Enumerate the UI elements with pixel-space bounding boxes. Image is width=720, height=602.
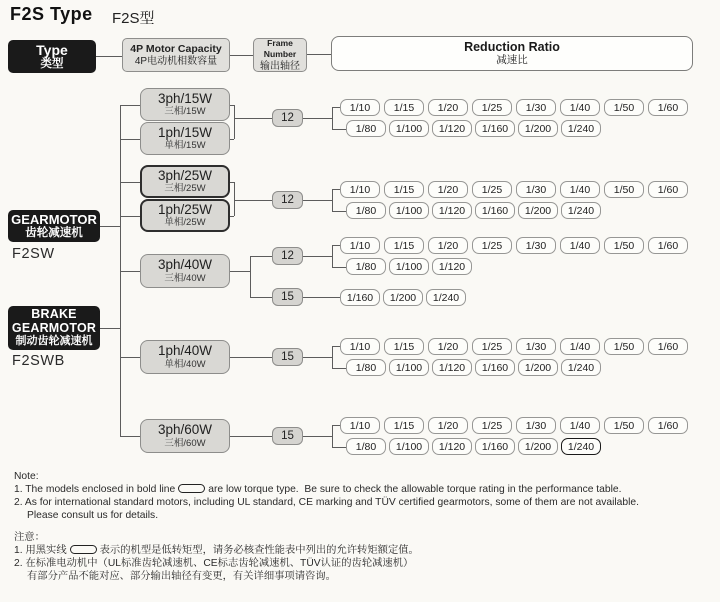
frame-number-box: 12 [272,109,303,127]
ratio-box: 1/100 [389,120,429,137]
motor-sublabel: 单相/25W [164,217,206,228]
connector-line [332,245,340,246]
connector-line [234,182,235,216]
connector-line [230,436,272,437]
ratio-box: 1/200 [383,289,423,306]
ratio-box: 1/40 [560,417,600,434]
ratio-box: 1/80 [346,202,386,219]
connector-line [120,357,140,358]
ratio-box: 1/100 [389,359,429,376]
ratio-box: 1/30 [516,338,556,355]
ratio-box: 1/25 [472,338,512,355]
connector-line [332,267,346,268]
ratio-box: 1/30 [516,417,556,434]
connector-line [250,256,251,297]
note-2-en: 2. As for international standard motors, including UL standard, CE marking and TÜV certified gearmotors, some of them are not available. [14,497,639,508]
frame-number-box: 12 [272,191,303,209]
motor-sublabel: 单相/15W [164,140,206,151]
motor-sublabel: 三相/25W [164,183,206,194]
connector-line [230,357,272,358]
type-gearmotor-en: GEARMOTOR [11,211,97,227]
connector-line [332,107,340,108]
connector-line [120,105,140,106]
ratio-box: 1/60 [648,338,688,355]
connector-line [230,182,234,183]
connector-line [332,447,346,448]
ratio-box: 1/10 [340,99,380,116]
frame-number-box: 15 [272,427,303,445]
header-frame-number [253,38,307,72]
ratio-box: 1/120 [432,438,472,455]
ratio-box: 1/60 [648,181,688,198]
ratio-box: 1/30 [516,181,556,198]
ratio-box: 1/240 [561,202,601,219]
ratio-box: 1/60 [648,99,688,116]
connector-line [332,346,340,347]
connector-line [230,55,253,56]
note-3-en: Please consult us for details. [27,510,159,521]
ratio-box: 1/80 [346,438,386,455]
ratio-box: 1/160 [475,438,515,455]
motor-box [140,340,230,374]
connector-line [303,297,340,298]
motor-label: 1ph/15W [157,124,213,140]
ratio-box: 1/100 [389,438,429,455]
ratio-box: 1/25 [472,99,512,116]
ratio-box: 1/200 [518,202,558,219]
motor-box [140,122,230,155]
ratio-box: 1/160 [475,120,515,137]
connector-line [332,107,333,129]
ratio-box: 1/80 [346,359,386,376]
ratio-box: 1/20 [428,99,468,116]
ratio-box: 1/10 [340,338,380,355]
header-motor-capacity-cn: 4P电动机相数容量 [134,55,218,67]
ratio-box: 1/15 [384,181,424,198]
motor-sublabel: 三相/60W [164,437,206,449]
connector-line [332,346,333,368]
connector-line [234,118,272,119]
connector-line [332,368,346,369]
ratio-box: 1/50 [604,181,644,198]
type-gearmotor [8,210,100,242]
motor-label: 3ph/40W [157,257,213,272]
ratio-box: 1/120 [432,258,472,275]
ratio-box: 1/10 [340,237,380,254]
connector-line [234,105,235,139]
motor-box [140,88,230,121]
ratio-box: 1/15 [384,237,424,254]
motor-label: 3ph/15W [157,90,213,106]
note-label-en: Note: [14,471,39,482]
ratio-box: 1/100 [389,258,429,275]
frame-number-box: 15 [272,348,303,366]
connector-line [120,271,140,272]
page-title-cn: F2S型 [112,10,155,27]
ratio-box: 1/15 [384,338,424,355]
header-reduction-ratio-en: Reduction Ratio [464,40,560,54]
note-3-cn: 有部分产品不能对应、部分输出轴径有变更，有关详细事项请咨询。 [27,571,336,582]
ratio-box: 1/40 [560,237,600,254]
ratio-box: 1/25 [472,181,512,198]
motor-sublabel: 三相/15W [164,106,206,117]
note-1-en-pre: 1. The models enclosed in bold line [14,484,176,495]
ratio-box: 1/50 [604,237,644,254]
connector-line [234,200,272,201]
motor-label: 3ph/60W [157,422,213,437]
connector-line [120,139,140,140]
motor-box [140,165,230,198]
connector-line [96,56,122,57]
ratio-box: 1/80 [346,120,386,137]
type-brake-gearmotor-en: BRAKE GEARMOTOR [11,307,97,335]
header-motor-capacity-en: 4P Motor Capacity [130,42,222,55]
connector-line [303,200,332,201]
type-brake-gearmotor [8,306,100,350]
ratio-box: 1/120 [432,359,472,376]
ratio-box: 1/240 [561,120,601,137]
ratio-box: 1/50 [604,338,644,355]
ratio-box: 1/30 [516,237,556,254]
model-code-f2swb: F2SWB [12,353,65,369]
bold-line-box-icon [70,545,97,554]
ratio-box: 1/20 [428,181,468,198]
ratio-box: 1/20 [428,338,468,355]
ratio-box: 1/40 [560,99,600,116]
ratio-box: 1/80 [346,258,386,275]
connector-line [307,54,331,55]
ratio-box: 1/160 [475,359,515,376]
motor-sublabel: 三相/40W [164,272,206,284]
ratio-box: 1/100 [389,202,429,219]
motor-box [140,419,230,453]
ratio-box: 1/200 [518,359,558,376]
ratio-box: 1/25 [472,417,512,434]
connector-line [250,297,272,298]
ratio-box: 1/10 [340,417,380,434]
connector-line [332,189,333,211]
connector-line [120,436,140,437]
ratio-box: 1/40 [560,338,600,355]
ratio-box: 1/30 [516,99,556,116]
frame-number-box: 12 [272,247,303,265]
connector-line [332,425,333,447]
ratio-box: 1/20 [428,237,468,254]
type-gearmotor-cn: 齿轮减速机 [25,226,83,239]
motor-box [140,254,230,288]
ratio-box: 1/10 [340,181,380,198]
note-1-cn-post: 表示的机型是低转矩型，请务必核查性能表中列出的允许转矩额定值。 [99,545,419,556]
ratio-box: 1/160 [340,289,380,306]
connector-line [120,182,140,183]
type-brake-gearmotor-cn: 制动齿轮减速机 [15,335,93,347]
connector-line [120,216,140,217]
note-1-en-post: are low torque type. Be sure to check the allowable torque rating in the performance table. [208,484,622,495]
frame-number-box: 15 [272,288,303,306]
connector-line [332,189,340,190]
ratio-box: 1/50 [604,417,644,434]
note-1-cn-pre: 1. 用黑实线 [14,545,67,556]
note-2-cn: 2. 在标准电动机中（UL标准齿轮减速机、CE标志齿轮减速机、TÜV认证的齿轮减速机） [14,558,414,569]
ratio-box: 1/20 [428,417,468,434]
ratio-box: 1/60 [648,417,688,434]
ratio-box: 1/120 [432,202,472,219]
note-1-cn [14,544,712,557]
header-reduction-ratio-cn: 减速比 [496,54,528,66]
note-1-en [14,483,712,496]
ratio-box: 1/25 [472,237,512,254]
motor-sublabel: 单相/40W [164,358,206,370]
connector-line [100,328,120,329]
connector-line [230,105,234,106]
header-type-cn: 类型 [40,57,64,70]
header-type-en: Type [36,41,68,58]
connector-line [332,211,346,212]
ratio-box: 1/60 [648,237,688,254]
ratio-box: 1/240 [561,438,601,455]
connector-line [303,256,332,257]
page-title: F2S Type [10,4,93,24]
header-reduction-ratio [331,36,693,71]
note-label-cn: 注意： [14,532,45,543]
ratio-box: 1/200 [518,120,558,137]
connector-line [230,216,234,217]
motor-box [140,199,230,232]
motor-label: 1ph/40W [157,343,213,358]
header-type [8,40,96,73]
motor-label: 1ph/25W [157,201,213,217]
connector-line [250,256,272,257]
ratio-box: 1/240 [561,359,601,376]
notes-chinese [14,531,712,583]
connector-line [230,271,250,272]
ratio-box: 1/40 [560,181,600,198]
header-frame-number-en: Frame Number [263,37,297,59]
connector-line [332,129,346,130]
connector-line [100,226,120,227]
notes-english [14,470,712,522]
model-code-f2sw: F2SW [12,246,55,262]
ratio-box: 1/15 [384,99,424,116]
bold-line-box-icon [178,484,205,493]
connector-line [303,118,332,119]
header-frame-number-cn: 输出轴径 [260,60,300,72]
ratio-box: 1/200 [518,438,558,455]
connector-line [332,245,333,267]
connector-line [303,436,332,437]
ratio-box: 1/240 [426,289,466,306]
connector-line [230,139,234,140]
connector-line [303,357,332,358]
ratio-box: 1/160 [475,202,515,219]
ratio-box: 1/120 [432,120,472,137]
ratio-box: 1/50 [604,99,644,116]
ratio-box: 1/15 [384,417,424,434]
connector-line [332,425,340,426]
header-motor-capacity [122,38,230,72]
motor-label: 3ph/25W [157,167,213,183]
